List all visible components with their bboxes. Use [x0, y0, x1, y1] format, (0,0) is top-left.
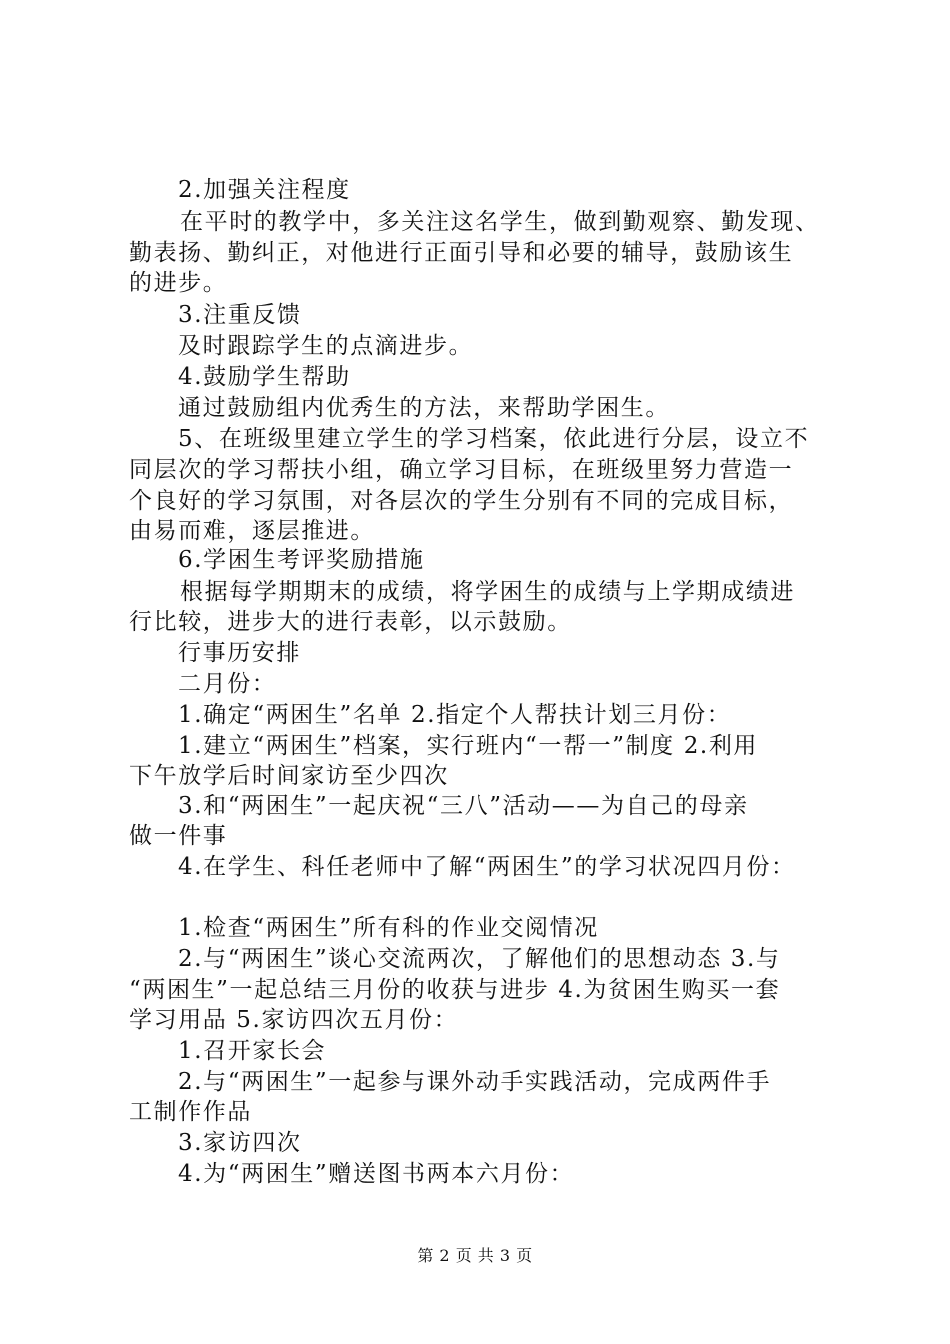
paragraph-line: 行比较，进步大的进行表彰，以示鼓励。	[129, 609, 572, 635]
schedule-item: 1.建立“两困生”档案，实行班内“一帮一”制度 2.利用	[178, 733, 759, 759]
heading-5: 5、在班级里建立学生的学习档案，依此进行分层，设立不	[178, 426, 810, 452]
schedule-item: 4.为“两困生”赠送图书两本六月份：	[178, 1161, 575, 1187]
schedule-item: 4.在学生、科任老师中了解“两困生”的学习状况四月份：	[178, 854, 796, 880]
schedule-item: 1.确定“两困生”名单 2.指定个人帮扶计划三月份：	[178, 702, 732, 728]
paragraph-line: 个良好的学习氛围，对各层次的学生分别有不同的完成目标，	[129, 488, 794, 514]
schedule-item: 做一件事	[129, 823, 228, 849]
schedule-item: 2.与“两困生”一起参与课外动手实践活动，完成两件手	[178, 1069, 772, 1095]
paragraph-line: 由易而难，逐层推进。	[129, 518, 375, 544]
month-label: 二月份：	[178, 671, 277, 697]
heading-6: 6.学困生考评奖励措施	[178, 547, 425, 573]
paragraph-line: 根据每学期期末的成绩，将学困生的成绩与上学期成绩进	[180, 579, 795, 605]
section-title: 行事历安排	[178, 640, 301, 666]
page-footer: 第 2 页 共 3 页	[417, 1246, 533, 1265]
schedule-item: 3.和“两困生”一起庆祝“三八”活动——为自己的母亲	[178, 793, 749, 819]
schedule-item: 下午放学后时间家访至少四次	[129, 763, 449, 789]
paragraph-line: 同层次的学习帮扶小组，确立学习目标，在班级里努力营造一	[129, 457, 794, 483]
heading-4: 4.鼓励学生帮助	[178, 364, 351, 390]
schedule-item: 1.检查“两困生”所有科的作业交阅情况	[178, 915, 599, 941]
paragraph-line: 勤表扬、勤纠正，对他进行正面引导和必要的辅导，鼓励该生	[129, 240, 794, 266]
heading-3: 3.注重反馈	[178, 302, 302, 328]
heading-2: 2.加强关注程度	[178, 177, 351, 203]
schedule-item: “两困生”一起总结三月份的收获与进步 4.为贫困生购买一套	[129, 977, 781, 1003]
paragraph-line: 在平时的教学中，多关注这名学生，做到勤观察、勤发现、	[180, 209, 820, 235]
schedule-item: 3.家访四次	[178, 1130, 302, 1156]
schedule-item: 工制作作品	[129, 1099, 252, 1125]
schedule-item: 2.与“两困生”谈心交流两次，了解他们的思想动态 3.与	[178, 946, 781, 972]
paragraph-line: 及时跟踪学生的点滴进步。	[178, 333, 474, 359]
paragraph-line: 的进步。	[129, 270, 228, 296]
schedule-item: 学习用品 5.家访四次五月份：	[129, 1007, 459, 1033]
paragraph-line: 通过鼓励组内优秀生的方法，来帮助学困生。	[178, 395, 670, 421]
schedule-item: 1.召开家长会	[178, 1038, 327, 1064]
